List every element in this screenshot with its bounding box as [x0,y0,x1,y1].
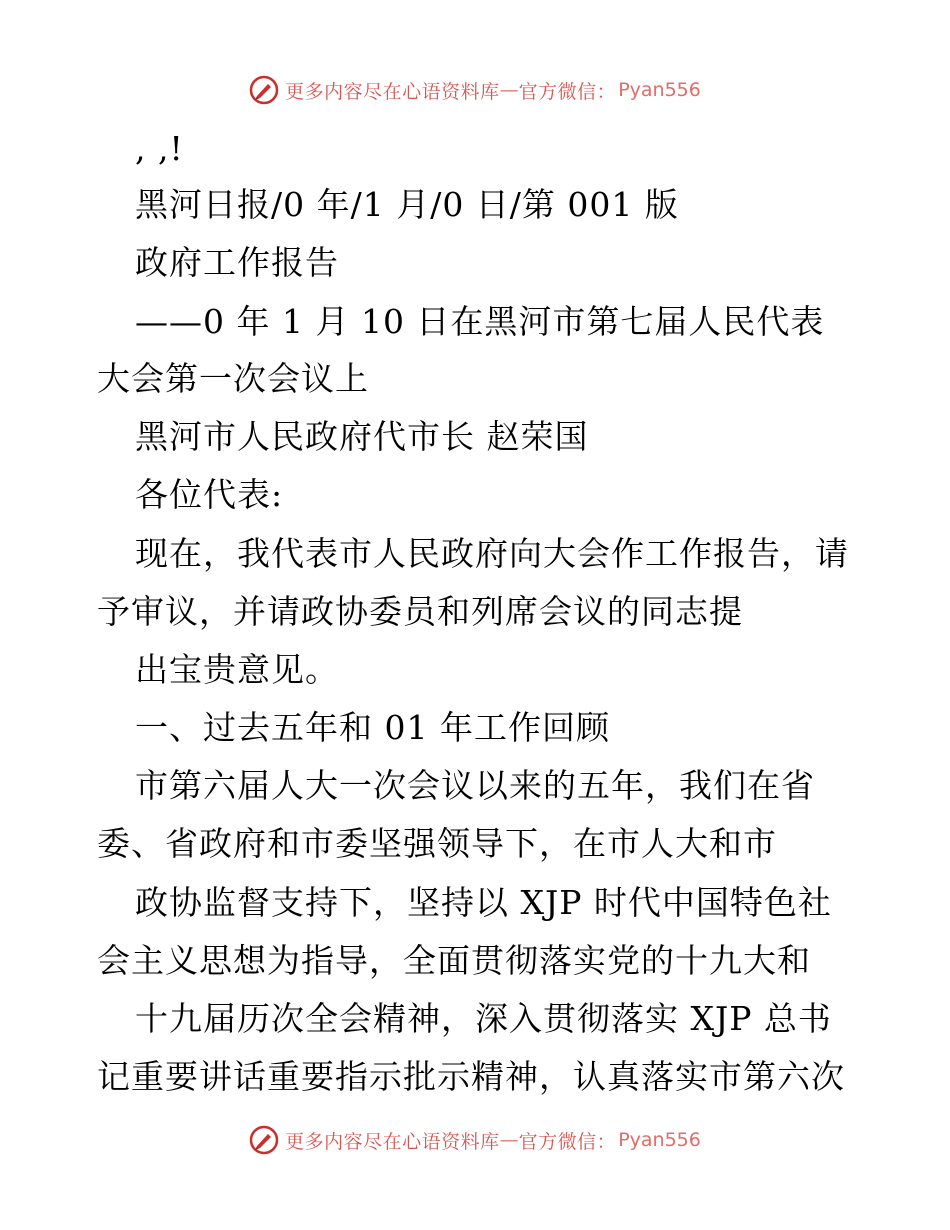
paragraph-line: 市第六届人大一次会议以来的五年，我们在省 [135,766,815,805]
subtitle-line-1: ——0 年 1 月 10 日在黑河市第七届人民代表 [135,302,825,341]
document-title: 政府工作报告 [135,243,339,282]
paragraph-line: 予审议，并请政协委员和列席会议的同志提 [97,592,743,631]
watermark-label: 官方微信： [518,80,617,103]
footer-watermark [0,1120,950,1160]
paragraph-line: 委、省政府和市委坚强领导下，在市人大和市 [97,824,777,863]
watermark-separator: — [499,79,519,101]
watermark-separator: — [499,1129,519,1151]
watermark-account: Pyan556 [618,1129,701,1151]
section-heading: 一、过去五年和 01 年工作回顾 [135,708,610,747]
paragraph-line: 会主义思想为指导，全面贯彻落实党的十九大和 [97,941,811,980]
subtitle-line-2: 大会第一次会议上 [97,359,369,398]
salutation: 各位代表: [135,475,284,514]
newspaper-source-line: 黑河日报/0 年/1 月/0 日/第 001 版 [135,185,679,224]
paragraph-line: 记重要讲话重要指示批示精神，认真落实市第六次 [97,1057,845,1096]
paragraph-line: 十九届历次全会精神，深入贯彻落实 XJP 总书 [135,999,832,1038]
watermark-label: 官方微信： [518,1130,617,1153]
author-line: 黑河市人民政府代市长 赵荣国 [135,417,589,456]
watermark-text: 更多内容尽在心语资料库 [285,80,500,103]
paragraph-line: 现在，我代表市人民政府向大会作工作报告，请 [135,534,849,573]
watermark-text: 更多内容尽在心语资料库 [285,1130,500,1153]
watermark-account: Pyan556 [618,79,701,101]
punctuation-line: , ,! [135,129,184,168]
paragraph-line: 出宝贵意见。 [135,650,339,689]
paragraph-line: 政协监督支持下，坚持以 XJP 时代中国特色社 [135,883,832,922]
pen-logo-icon [249,1125,279,1155]
